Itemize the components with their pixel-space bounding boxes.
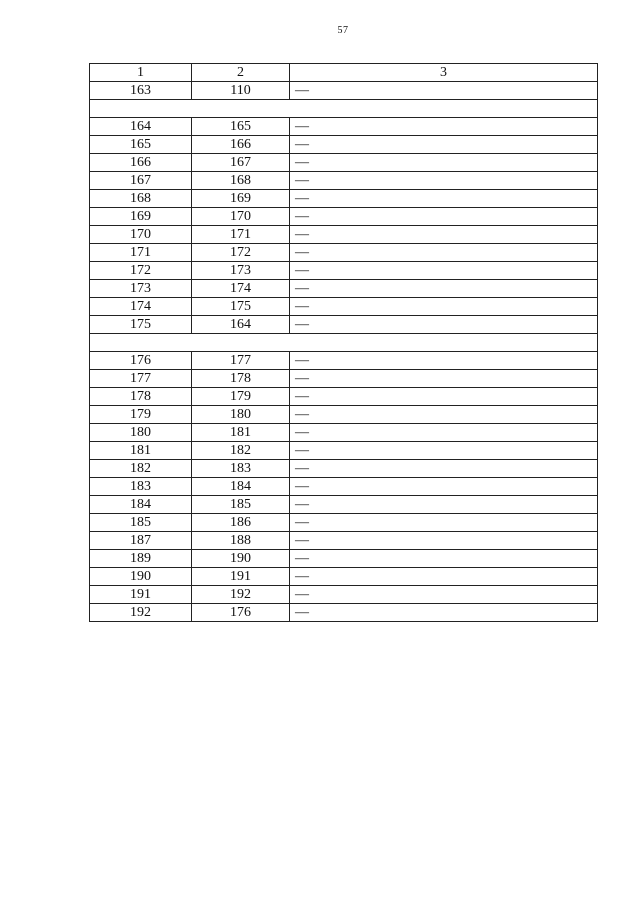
cell-col-2: 168 (192, 172, 290, 190)
cell-col-1: 167 (90, 172, 192, 190)
cell-col-3: — (290, 460, 598, 478)
cell-col-2: 173 (192, 262, 290, 280)
cell-col-1: 192 (90, 604, 192, 622)
cell-col-2: 192 (192, 586, 290, 604)
cell-col-1: 165 (90, 136, 192, 154)
cell-col-3: — (290, 136, 598, 154)
cell-col-1: 172 (90, 262, 192, 280)
cell-col-1: 189 (90, 550, 192, 568)
cell-col-1: 175 (90, 316, 192, 334)
cell-col-3: — (290, 604, 598, 622)
cell-col-3: — (290, 388, 598, 406)
cell-col-2: 186 (192, 514, 290, 532)
table-row (90, 208, 598, 226)
section-separator-row (90, 100, 598, 118)
column-header-3: 3 (290, 64, 598, 82)
table-row (90, 226, 598, 244)
cell-col-2: 190 (192, 550, 290, 568)
table-row (90, 154, 598, 172)
cell-col-2: 164 (192, 316, 290, 334)
cell-col-3: — (290, 244, 598, 262)
table-row (90, 352, 598, 370)
cell-col-3: — (290, 496, 598, 514)
cell-col-1: 174 (90, 298, 192, 316)
cell-col-3: — (290, 226, 598, 244)
cell-col-2: 179 (192, 388, 290, 406)
cell-col-3: — (290, 478, 598, 496)
cell-col-2: 172 (192, 244, 290, 262)
cell-col-1: 170 (90, 226, 192, 244)
section-separator-cell (90, 334, 598, 352)
column-header-2: 2 (192, 64, 290, 82)
cell-col-2: 191 (192, 568, 290, 586)
table-row (90, 172, 598, 190)
cell-col-1: 187 (90, 532, 192, 550)
column-header-1: 1 (90, 64, 192, 82)
cell-col-2: 178 (192, 370, 290, 388)
table-row (90, 496, 598, 514)
cell-col-2: 184 (192, 478, 290, 496)
cell-col-1: 178 (90, 388, 192, 406)
cell-col-2: 183 (192, 460, 290, 478)
cell-col-2: 110 (192, 82, 290, 100)
cell-col-2: 165 (192, 118, 290, 136)
cell-col-3: — (290, 262, 598, 280)
cell-col-3: — (290, 424, 598, 442)
cell-col-2: 176 (192, 604, 290, 622)
cell-col-2: 177 (192, 352, 290, 370)
cell-col-1: 191 (90, 586, 192, 604)
cell-col-3: — (290, 568, 598, 586)
table-row (90, 460, 598, 478)
cell-col-1: 177 (90, 370, 192, 388)
table-row (90, 262, 598, 280)
cell-col-2: 171 (192, 226, 290, 244)
cell-col-2: 167 (192, 154, 290, 172)
cell-col-3: — (290, 154, 598, 172)
cell-col-1: 182 (90, 460, 192, 478)
cell-col-2: 166 (192, 136, 290, 154)
table-row (90, 118, 598, 136)
table-row (90, 550, 598, 568)
table-row (90, 532, 598, 550)
table-row (90, 136, 598, 154)
table-row (90, 244, 598, 262)
cell-col-2: 175 (192, 298, 290, 316)
cell-col-1: 168 (90, 190, 192, 208)
cell-col-1: 184 (90, 496, 192, 514)
cell-col-3: — (290, 208, 598, 226)
cell-col-3: — (290, 370, 598, 388)
cell-col-2: 174 (192, 280, 290, 298)
cell-col-3: — (290, 82, 598, 100)
cell-col-2: 180 (192, 406, 290, 424)
table-row (90, 514, 598, 532)
data-table (89, 63, 598, 622)
cell-col-3: — (290, 172, 598, 190)
cell-col-3: — (290, 514, 598, 532)
cell-col-3: — (290, 118, 598, 136)
cell-col-2: 182 (192, 442, 290, 460)
cell-col-1: 164 (90, 118, 192, 136)
table-row (90, 406, 598, 424)
cell-col-1: 185 (90, 514, 192, 532)
cell-col-3: — (290, 406, 598, 424)
cell-col-1: 181 (90, 442, 192, 460)
table-row (90, 586, 598, 604)
cell-col-2: 170 (192, 208, 290, 226)
cell-col-3: — (290, 550, 598, 568)
table-row (90, 478, 598, 496)
table-row (90, 568, 598, 586)
table-body (90, 82, 598, 622)
cell-col-3: — (290, 352, 598, 370)
cell-col-3: — (290, 586, 598, 604)
cell-col-2: 185 (192, 496, 290, 514)
cell-col-3: — (290, 280, 598, 298)
page-number: 57 (337, 25, 349, 36)
cell-col-3: — (290, 316, 598, 334)
cell-col-2: 188 (192, 532, 290, 550)
cell-col-1: 171 (90, 244, 192, 262)
table-row (90, 388, 598, 406)
table-row (90, 370, 598, 388)
cell-col-2: 169 (192, 190, 290, 208)
header-row (90, 64, 598, 82)
table-row (90, 82, 598, 100)
cell-col-1: 183 (90, 478, 192, 496)
table-row (90, 442, 598, 460)
table-row (90, 604, 598, 622)
table-row (90, 280, 598, 298)
cell-col-1: 169 (90, 208, 192, 226)
table-row (90, 316, 598, 334)
cell-col-1: 190 (90, 568, 192, 586)
cell-col-3: — (290, 298, 598, 316)
section-separator-cell (90, 100, 598, 118)
cell-col-1: 173 (90, 280, 192, 298)
cell-col-1: 179 (90, 406, 192, 424)
cell-col-1: 163 (90, 82, 192, 100)
cell-col-3: — (290, 190, 598, 208)
cell-col-1: 180 (90, 424, 192, 442)
cell-col-1: 166 (90, 154, 192, 172)
section-separator-row (90, 334, 598, 352)
cell-col-3: — (290, 442, 598, 460)
cell-col-1: 176 (90, 352, 192, 370)
table-header (90, 64, 598, 82)
table-row (90, 298, 598, 316)
table-row (90, 190, 598, 208)
table-row (90, 424, 598, 442)
cell-col-2: 181 (192, 424, 290, 442)
cell-col-3: — (290, 532, 598, 550)
